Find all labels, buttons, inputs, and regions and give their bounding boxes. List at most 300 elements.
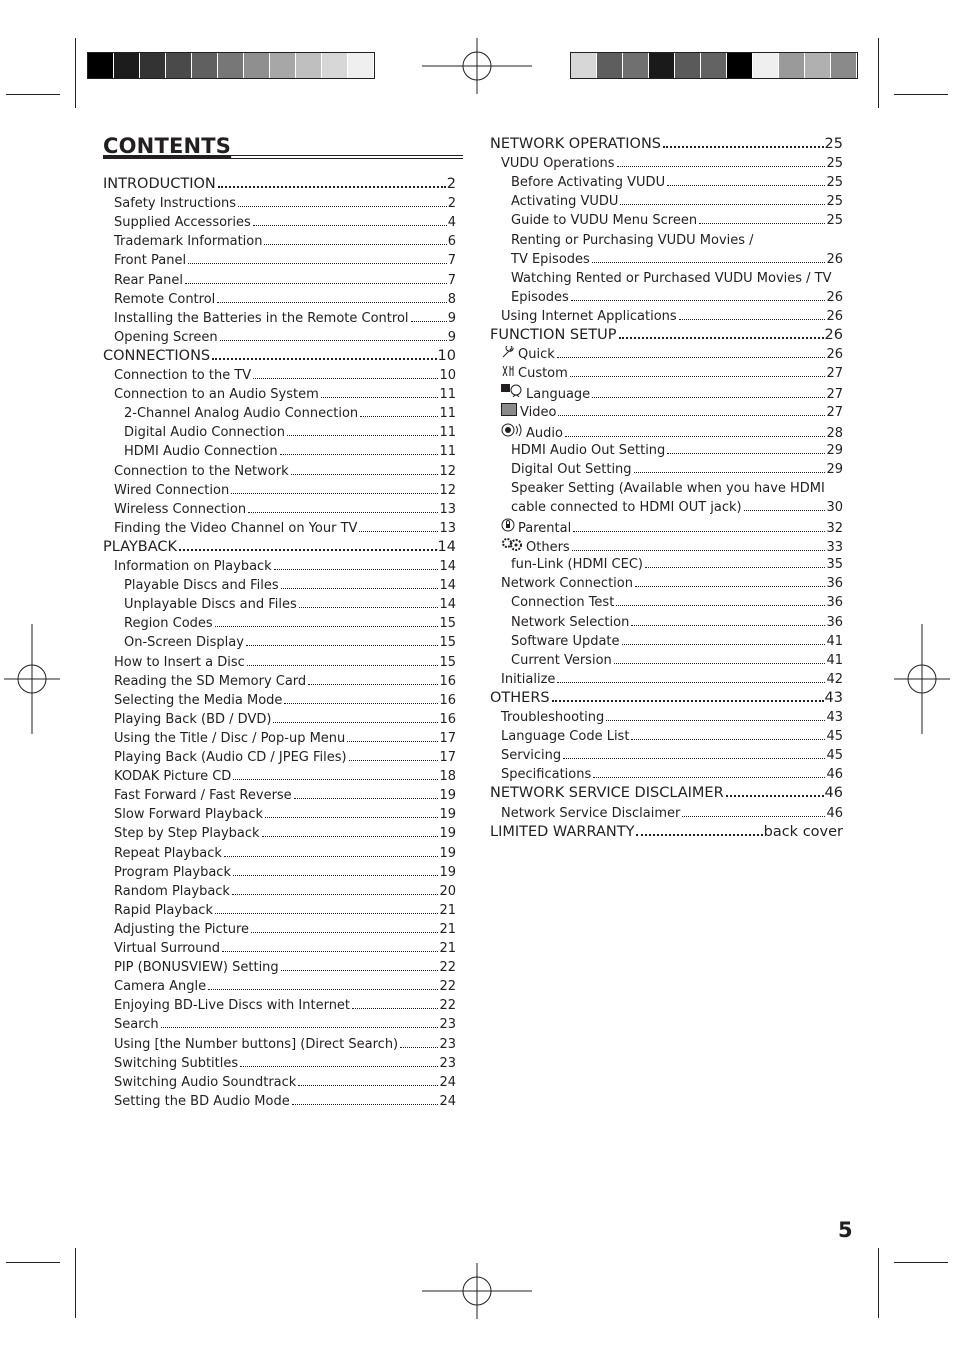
dot-leader — [161, 1027, 439, 1028]
toc-label: Playable Discs and Files — [124, 578, 279, 594]
toc-entry — [501, 728, 843, 745]
parental-icon — [501, 518, 515, 530]
toc-page-number: 29 — [826, 442, 843, 458]
toc-page-number: 17 — [439, 730, 456, 746]
color-swatch — [727, 53, 753, 78]
toc-page-number: 19 — [439, 807, 456, 823]
toc-label: Digital Out Setting — [511, 461, 632, 477]
dot-leader — [208, 989, 438, 990]
toc-entry — [124, 424, 456, 441]
toc-entry — [501, 403, 843, 421]
color-swatch — [322, 53, 348, 78]
page-title: CONTENTS — [103, 134, 232, 158]
toc-page-number: 27 — [826, 405, 843, 421]
toc-label: fun-Link (HDMI CEC) — [511, 557, 643, 573]
toc-page-number: 36 — [826, 595, 843, 611]
toc-page-number: 23 — [439, 1055, 456, 1071]
toc-label: Safety Instructions — [114, 196, 237, 212]
toc-label: Front Panel — [114, 253, 187, 269]
toc-page-number: 6 — [447, 234, 456, 250]
color-swatch — [166, 53, 192, 78]
dot-leader — [631, 625, 825, 626]
toc-label: How to Insert a Disc — [114, 654, 245, 670]
toc-label: On-Screen Display — [124, 635, 244, 651]
dot-leader — [299, 607, 439, 608]
dot-leader — [360, 416, 438, 417]
toc-page-number: 26 — [824, 327, 843, 343]
toc-page-number: 26 — [826, 251, 843, 267]
dot-leader — [572, 550, 826, 551]
dot-leader — [682, 816, 825, 817]
toc-entry — [501, 518, 843, 537]
toc-page-number: 46 — [826, 805, 843, 821]
toc-label: Connection to the TV — [114, 368, 252, 383]
toc-label: Random Playback — [114, 883, 230, 899]
dot-leader — [280, 454, 439, 455]
toc-page-number: 30 — [826, 499, 843, 515]
toc-label: Episodes — [511, 289, 569, 305]
toc-entry — [511, 499, 843, 516]
toc-entry — [114, 463, 456, 480]
toc-label: Quick — [518, 347, 555, 363]
toc-page-number: 25 — [824, 136, 843, 152]
dot-leader — [265, 817, 438, 818]
toc-label: Enjoying BD-Live Discs with Internet — [114, 998, 351, 1014]
toc-page-number: 14 — [439, 597, 456, 613]
toc-page-number: 13 — [439, 501, 456, 517]
toc-entry — [114, 978, 456, 995]
dot-leader — [274, 569, 439, 570]
toc-page-number: 9 — [447, 310, 456, 326]
color-swatch — [675, 53, 701, 78]
toc-entry — [114, 1074, 456, 1091]
toc-page-number: 19 — [439, 864, 456, 880]
toc-page-number: 11 — [439, 444, 456, 460]
toc-entry — [511, 174, 843, 191]
toc-page-number: 16 — [439, 692, 456, 708]
dot-leader — [233, 779, 438, 780]
toc-entry — [114, 768, 456, 785]
toc-label: PIP (BONUSVIEW) Setting — [114, 960, 279, 976]
toc-label: NETWORK SERVICE DISCLAIMER — [490, 785, 724, 802]
toc-entry — [114, 310, 456, 327]
toc-label: HDMI Audio Connection — [124, 444, 278, 460]
dot-leader — [558, 415, 825, 416]
color-swatch — [140, 53, 166, 78]
toc-label: KODAK Picture CD — [114, 769, 232, 785]
toc-page-number: 2 — [446, 176, 456, 192]
toc-page-number: 13 — [439, 520, 456, 536]
color-swatch — [571, 53, 597, 78]
toc-entry — [114, 864, 456, 881]
toc-page-number: 26 — [826, 347, 843, 363]
gears-icon — [501, 537, 523, 549]
toc-entry — [114, 386, 456, 403]
toc-entry — [511, 251, 843, 268]
toc-entry — [114, 692, 456, 709]
dot-leader — [411, 321, 447, 322]
toc-page-number: 36 — [826, 614, 843, 630]
toc-entry — [114, 673, 456, 690]
dot-leader — [179, 549, 436, 551]
registration-mark-bottom — [422, 1263, 532, 1319]
dot-leader — [212, 358, 436, 360]
toc-label: Rapid Playback — [114, 902, 213, 918]
dot-leader — [631, 739, 825, 740]
toc-page-number: 7 — [447, 253, 456, 269]
dot-leader — [292, 1104, 439, 1105]
dot-leader — [359, 531, 438, 532]
toc-entry — [114, 730, 456, 747]
toc-label: Rear Panel — [114, 272, 183, 288]
toc-page-number: 46 — [824, 785, 843, 802]
toc-entry — [114, 252, 456, 269]
toc-label: NETWORK OPERATIONS — [490, 136, 662, 152]
toc-page-number: 2 — [447, 196, 456, 212]
toc-page-number: 23 — [439, 1017, 456, 1033]
toc-entry — [114, 711, 456, 728]
dot-leader — [224, 856, 439, 857]
toc-label: Watching Rented or Purchased VUDU Movies / TV — [511, 270, 832, 286]
toc-page-number: 25 — [826, 213, 843, 229]
toc-page-number: 29 — [826, 461, 843, 477]
dot-leader — [321, 397, 439, 398]
dot-leader — [287, 435, 439, 436]
dot-leader — [400, 1047, 438, 1048]
toc-page-number: 36 — [826, 576, 843, 592]
color-swatch — [218, 53, 244, 78]
toc-page-number: 32 — [826, 521, 843, 536]
toc-page-number: 22 — [439, 960, 456, 976]
dot-leader — [294, 798, 439, 799]
toc-entry — [501, 384, 843, 403]
dot-leader — [253, 225, 447, 226]
toc-entry — [114, 883, 456, 900]
color-swatch — [192, 53, 218, 78]
toc-label: Setting the BD Audio Mode — [114, 1093, 290, 1109]
toc-label: Region Codes — [124, 616, 213, 632]
toc-label: Reading the SD Memory Card — [114, 673, 307, 689]
toc-page-number: 12 — [439, 463, 456, 479]
toc-label: Playing Back (Audio CD / JPEG Files) — [114, 750, 347, 765]
toc-page-number: 4 — [447, 215, 456, 231]
toc-label: TV Episodes — [511, 251, 590, 267]
toc-page-number: 25 — [826, 156, 843, 172]
toc-label: Repeat Playback — [114, 845, 222, 861]
toc-entry — [114, 787, 456, 804]
toc-entry — [114, 501, 456, 518]
dot-leader — [679, 319, 826, 320]
dot-leader — [246, 645, 439, 646]
toc-label: Supplied Accessories — [114, 215, 251, 231]
toc-entry — [511, 270, 843, 287]
page-number: 5 — [838, 1218, 853, 1242]
toc-label: Fast Forward / Fast Reverse — [114, 788, 292, 804]
toc-label: CONNECTIONS — [103, 347, 211, 364]
toc-entry — [124, 405, 456, 422]
dot-leader — [557, 357, 826, 358]
dot-leader — [347, 741, 438, 742]
toc-label: FUNCTION SETUP — [490, 327, 617, 343]
audio-icon — [501, 423, 523, 435]
toc-label: Connection Test — [511, 595, 615, 611]
toc-entry — [124, 596, 456, 613]
toc-entry — [114, 1036, 456, 1053]
toc-entry — [511, 556, 843, 573]
toc-label: Using Internet Applications — [501, 308, 677, 324]
dot-leader — [565, 436, 826, 437]
toc-page-number: 27 — [826, 366, 843, 382]
toc-entry — [124, 577, 456, 594]
dot-leader — [262, 836, 439, 837]
toc-section-entry — [103, 176, 456, 193]
toc-entry — [114, 214, 456, 231]
toc-page-number: 16 — [439, 711, 456, 727]
dot-leader — [616, 605, 825, 606]
toc-entry — [501, 155, 843, 172]
dot-leader — [617, 166, 826, 167]
dot-leader — [592, 262, 826, 263]
toc-label: Wired Connection — [114, 482, 230, 498]
toc-label: VUDU Operations — [501, 156, 615, 172]
dot-leader — [284, 703, 438, 704]
toc-entry — [114, 233, 456, 250]
dot-leader — [571, 300, 826, 301]
toc-entry — [114, 825, 456, 842]
toc-entry — [114, 558, 456, 575]
toc-page-number: 10 — [437, 347, 456, 364]
toc-entry — [501, 805, 843, 822]
toc-entry — [511, 633, 843, 650]
toc-section-entry — [490, 785, 843, 802]
wrench-icon — [501, 346, 515, 358]
toc-entry — [124, 615, 456, 632]
dot-leader — [185, 283, 447, 284]
dot-leader — [635, 586, 825, 587]
toc-label: Servicing — [501, 748, 562, 764]
toc-page-number: 26 — [826, 289, 843, 305]
dot-leader — [593, 777, 825, 778]
toc-entry — [511, 480, 843, 497]
toc-label: Connection to the Network — [114, 463, 289, 479]
toc-entry — [511, 461, 843, 478]
dot-leader — [264, 244, 446, 245]
toc-page-number: 20 — [439, 883, 456, 899]
toc-entry — [114, 806, 456, 823]
registration-mark-top — [422, 38, 532, 94]
toc-page-number: 11 — [439, 387, 456, 403]
dot-leader — [349, 760, 439, 761]
toc-page-number: 27 — [826, 387, 843, 403]
toc-label: Program Playback — [114, 864, 231, 880]
dot-leader — [563, 758, 825, 759]
toc-page-number: 43 — [824, 689, 843, 706]
dot-leader — [667, 453, 825, 454]
toc-page-number: 14 — [439, 559, 456, 574]
toc-label: cable connected to HDMI OUT jack) — [511, 499, 742, 515]
dot-leader — [240, 1066, 438, 1067]
color-swatch — [114, 53, 140, 78]
toc-label: PLAYBACK — [103, 538, 178, 555]
dot-leader — [592, 397, 825, 398]
toc-label: Camera Angle — [114, 979, 207, 995]
dot-leader — [251, 932, 438, 933]
toc-entry — [114, 654, 456, 671]
toc-page-number: 24 — [439, 1074, 456, 1090]
toc-page-number: 33 — [826, 540, 843, 556]
dot-leader — [622, 644, 826, 645]
toc-entry — [114, 959, 456, 976]
toc-label: Network Selection — [511, 614, 630, 630]
toc-label: Parental — [518, 521, 572, 536]
color-swatch — [805, 53, 831, 78]
dot-leader — [570, 376, 826, 377]
dot-leader — [217, 302, 446, 303]
toc-page-number: 46 — [826, 767, 843, 783]
toc-label: Initialize — [501, 671, 556, 687]
color-bar-right — [570, 52, 858, 79]
dot-leader — [215, 626, 439, 627]
toc-entry — [114, 940, 456, 957]
dot-leader — [645, 567, 825, 568]
toc-label: Specifications — [501, 767, 592, 783]
toc-entry — [511, 594, 843, 611]
toc-page-number: 21 — [439, 921, 456, 937]
toc-label: Language — [526, 387, 591, 403]
toc-entry — [124, 634, 456, 651]
toc-entry — [511, 212, 843, 229]
dot-leader — [606, 720, 825, 721]
dot-leader — [298, 1085, 438, 1086]
dot-leader — [218, 186, 446, 188]
toc-label: Guide to VUDU Menu Screen — [511, 213, 698, 229]
toc-label: Slow Forward Playback — [114, 807, 263, 823]
toc-label: Custom — [518, 366, 568, 382]
toc-page-number: 41 — [826, 633, 843, 649]
toc-label: Activating VUDU — [511, 194, 619, 210]
toc-page-number: 15 — [439, 616, 456, 632]
toc-entry — [114, 1055, 456, 1072]
color-swatch — [597, 53, 623, 78]
toc-entry — [114, 272, 456, 289]
dot-leader — [634, 472, 826, 473]
toc-label: HDMI Audio Out Setting — [511, 442, 666, 458]
toc-page-number: 35 — [826, 557, 843, 573]
toc-entry — [501, 671, 843, 688]
toc-entry — [124, 443, 456, 460]
toc-page-number: 45 — [826, 729, 843, 745]
toc-page-number: 19 — [439, 826, 456, 842]
toc-entry — [114, 482, 456, 499]
toc-label: Playing Back (BD / DVD) — [114, 711, 272, 727]
toc-label: Digital Audio Connection — [124, 425, 285, 441]
registration-mark-right — [894, 624, 950, 734]
dot-leader — [281, 588, 439, 589]
toc-page-number: 25 — [826, 175, 843, 191]
toc-page-number: 18 — [439, 769, 456, 785]
toc-label: Opening Screen — [114, 329, 218, 345]
toc-entry — [501, 537, 843, 556]
toc-page-number: 41 — [826, 652, 843, 668]
toc-page-number: 21 — [439, 902, 456, 918]
color-bar-left — [87, 52, 375, 79]
toc-page-number: 15 — [439, 635, 456, 651]
color-swatch — [244, 53, 270, 78]
dot-leader — [619, 337, 824, 339]
toc-label: Trademark Information — [114, 234, 263, 250]
toc-section-entry — [490, 690, 843, 707]
dot-leader — [253, 378, 438, 379]
toc-section-entry — [103, 539, 456, 556]
toc-label: Switching Subtitles — [114, 1055, 239, 1071]
dot-leader — [552, 700, 824, 702]
dot-leader — [699, 223, 825, 224]
toc-entry — [114, 1093, 456, 1110]
toc-label: Others — [526, 540, 570, 556]
color-swatch — [649, 53, 675, 78]
toc-page-number: 45 — [826, 748, 843, 764]
dot-leader — [726, 795, 824, 797]
toc-label: Troubleshooting — [501, 710, 605, 725]
toc-label: Audio — [526, 425, 563, 441]
dot-leader — [233, 875, 438, 876]
toc-entry — [114, 997, 456, 1014]
color-swatch — [270, 53, 296, 78]
color-swatch — [623, 53, 649, 78]
dot-leader — [248, 512, 438, 513]
toc-entry — [501, 308, 843, 325]
toc-label: Information on Playback — [114, 559, 272, 574]
title-rule — [103, 155, 463, 159]
toc-label: Virtual Surround — [114, 941, 220, 956]
dot-leader — [308, 684, 438, 685]
toc-entry — [114, 520, 456, 537]
toc-section-entry — [103, 348, 456, 365]
toc-page-number: 14 — [437, 538, 456, 555]
toc-label: Installing the Batteries in the Remote Control — [114, 310, 409, 326]
dot-leader — [573, 531, 825, 532]
color-swatch — [831, 53, 857, 78]
toc-page-number: 7 — [447, 272, 456, 288]
toc-page-number: 10 — [439, 368, 456, 383]
toc-entry — [511, 289, 843, 306]
toc-entry — [501, 575, 843, 592]
toc-entry — [501, 423, 843, 442]
toc-label: LIMITED WARRANTY — [490, 823, 635, 840]
toc-label: Unplayable Discs and Files — [124, 597, 297, 613]
toc-entry — [114, 902, 456, 919]
toc-page-number: 17 — [439, 750, 456, 765]
video-icon — [501, 403, 517, 415]
toc-entry — [114, 329, 456, 346]
toc-label: Using the Title / Disc / Pop-up Menu — [114, 730, 346, 746]
toc-section-entry — [490, 327, 843, 344]
color-swatch — [779, 53, 805, 78]
dot-leader — [291, 474, 439, 475]
toc-entry — [511, 193, 843, 210]
toc-entry — [501, 346, 843, 363]
toc-entry — [501, 365, 843, 382]
toc-entry — [511, 442, 843, 459]
dot-leader — [215, 913, 438, 914]
toc-entry — [511, 232, 843, 249]
toc-label: INTRODUCTION — [103, 176, 216, 192]
dot-leader — [744, 510, 826, 511]
toc-label: Selecting the Media Mode — [114, 692, 283, 708]
toc-page-number: 14 — [439, 578, 456, 594]
toc-section-entry — [490, 824, 843, 841]
toc-label: Renting or Purchasing VUDU Movies / — [511, 232, 754, 248]
